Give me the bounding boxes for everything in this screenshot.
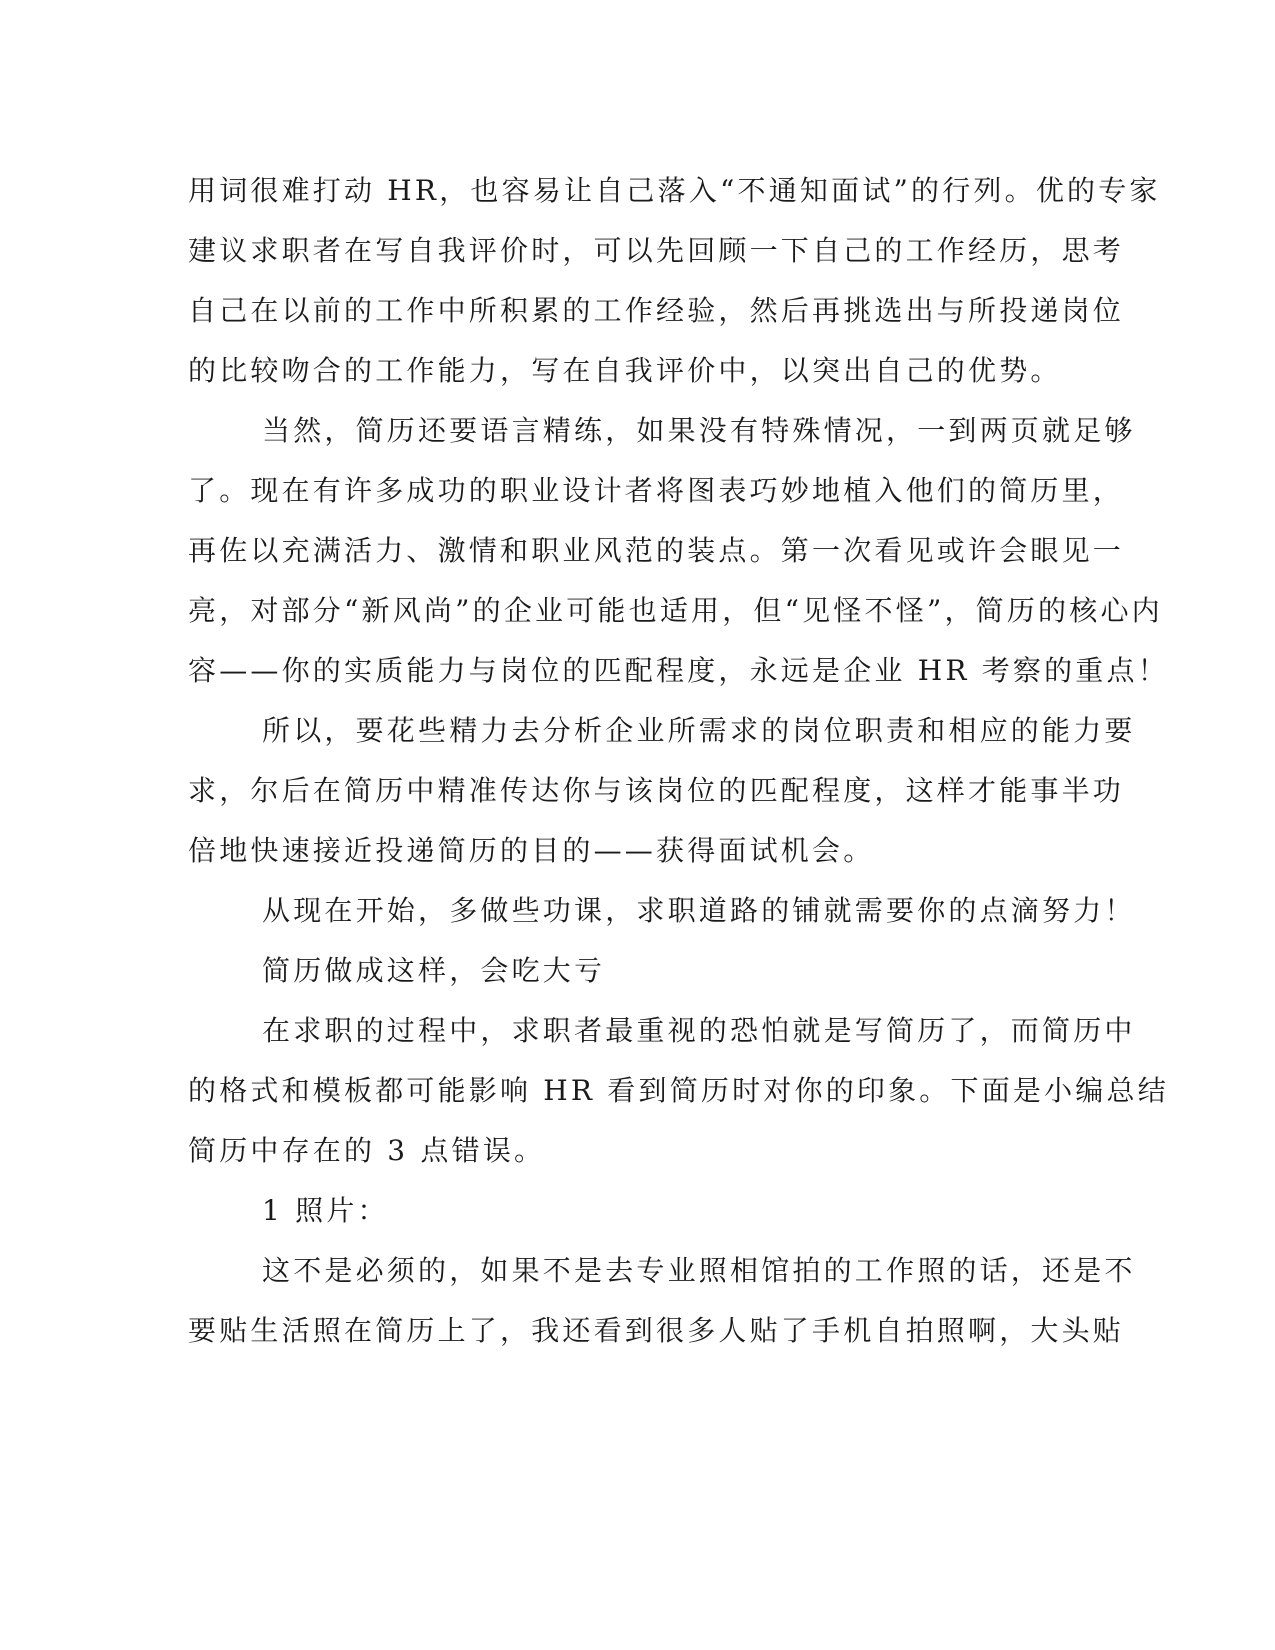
text-line: 所以，要花些精力去分析企业所需求的岗位职责和相应的能力要 bbox=[262, 714, 1136, 747]
text-line: 从现在开始，多做些功课，求职道路的铺就需要你的点滴努力！ bbox=[262, 894, 1136, 927]
text-line: 再佐以充满活力、激情和职业风范的装点。第一次看见或许会眼见一 bbox=[188, 534, 1125, 567]
text-line: 要贴生活照在简历上了，我还看到很多人贴了手机自拍照啊，大头贴 bbox=[188, 1314, 1125, 1347]
text-line: 这不是必须的，如果不是去专业照相馆拍的工作照的话，还是不 bbox=[262, 1254, 1136, 1287]
body-text bbox=[188, 161, 1169, 1361]
text-line: 当然，简历还要语言精练，如果没有特殊情况，一到两页就足够 bbox=[262, 414, 1136, 447]
text-line: 用词很难打动 HR，也容易让自己落入“不通知面试”的行列。优的专家 bbox=[188, 174, 1161, 207]
text-line: 的格式和模板都可能影响 HR 看到简历时对你的印象。下面是小编总结 bbox=[188, 1074, 1169, 1107]
text-line: 在求职的过程中，求职者最重视的恐怕就是写简历了，而简历中 bbox=[262, 1014, 1136, 1047]
text-line: 容——你的实质能力与岗位的匹配程度，永远是企业 HR 考察的重点！ bbox=[188, 654, 1169, 687]
text-line: 亮，对部分“新风尚”的企业可能也适用，但“见怪不怪”，简历的核心内 bbox=[188, 594, 1163, 627]
list-item-heading: 1 照片： bbox=[262, 1194, 389, 1227]
text-line: 了。现在有许多成功的职业设计者将图表巧妙地植入他们的简历里， bbox=[188, 474, 1125, 507]
text-line: 自己在以前的工作中所积累的工作经验，然后再挑选出与所投递岗位 bbox=[188, 294, 1125, 327]
text-line: 求，尔后在简历中精准传达你与该岗位的匹配程度，这样才能事半功 bbox=[188, 774, 1125, 807]
text-line: 的比较吻合的工作能力，写在自我评价中，以突出自己的优势。 bbox=[188, 354, 1062, 387]
text-line: 倍地快速接近投递简历的目的——获得面试机会。 bbox=[188, 834, 875, 867]
text-line: 简历中存在的 3 点错误。 bbox=[188, 1134, 546, 1167]
text-line: 建议求职者在写自我评价时，可以先回顾一下自己的工作经历，思考 bbox=[188, 234, 1125, 267]
section-heading: 简历做成这样，会吃大亏 bbox=[262, 954, 606, 987]
